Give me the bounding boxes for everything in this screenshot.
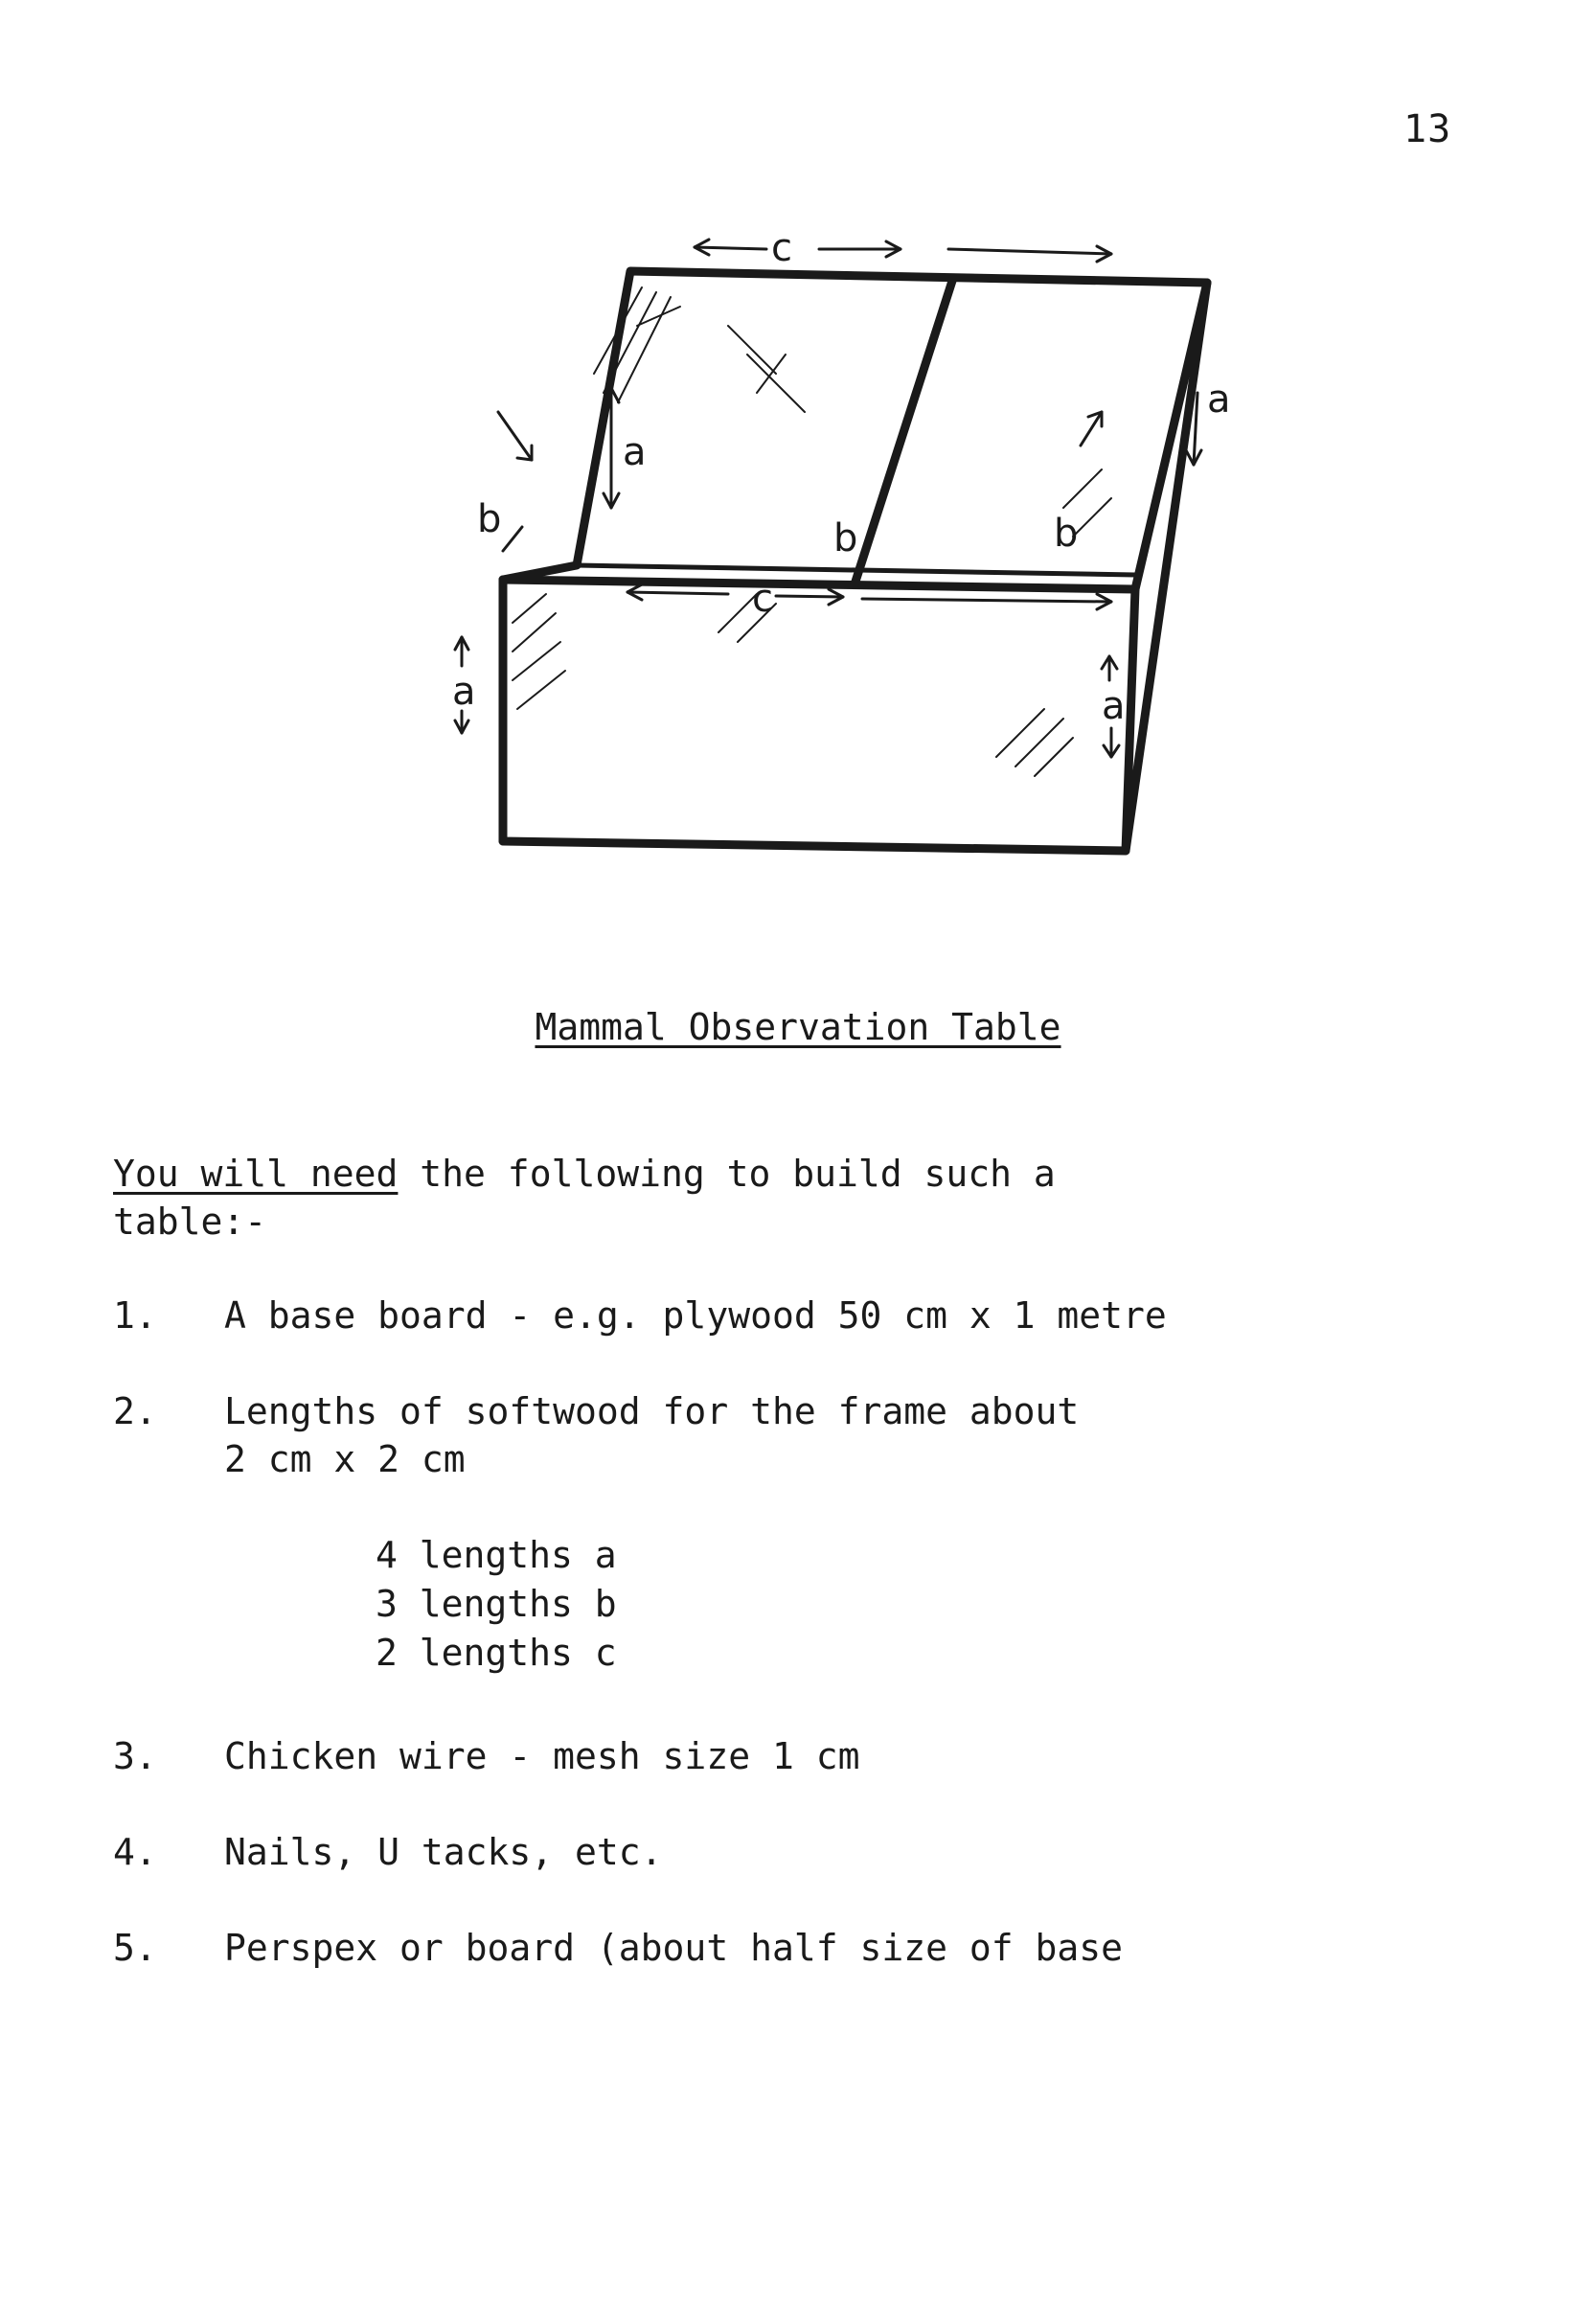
list-text: A base board - e.g. plywood 50 cm x 1 metre: [224, 1294, 1167, 1337]
label-b-left: b: [477, 497, 502, 541]
label-c-top: c: [771, 226, 792, 270]
box-drawing: [441, 220, 1231, 872]
list-text: Nails, U tacks, etc.: [224, 1831, 663, 1873]
list-number: 3.: [113, 1735, 157, 1777]
list-number: 5.: [113, 1927, 157, 1969]
intro-rest: the following to build such a table:-: [113, 1153, 1056, 1243]
figure-caption-text: Mammal Observation Table: [535, 1006, 1061, 1048]
intro-underlined: You will need: [113, 1153, 399, 1195]
label-a-right-front: a: [1102, 684, 1126, 728]
length-item: 3 lengths b: [376, 1583, 617, 1625]
lengths-list: [376, 1531, 617, 1678]
list-number: 2.: [113, 1390, 157, 1432]
list-number: 1.: [113, 1294, 157, 1337]
glass-hatching: [513, 287, 1111, 776]
label-b-right: b: [1054, 512, 1079, 556]
box-outline: [503, 271, 1207, 851]
intro-paragraph: [113, 1150, 1473, 1246]
left-inner-edge: [577, 271, 630, 565]
label-c-front: c: [752, 577, 773, 621]
list-text: Lengths of softwood for the frame about 2 cm x 2 cm: [224, 1390, 1080, 1480]
length-item: 4 lengths a: [376, 1534, 617, 1576]
label-a-right-back: a: [1207, 377, 1231, 422]
front-top-edge: [503, 580, 1135, 589]
label-b-middle: b: [833, 516, 858, 560]
mammal-table-diagram: [441, 220, 1231, 872]
list-number: 4.: [113, 1831, 157, 1873]
label-a-left-inner: a: [623, 430, 647, 474]
list-text: Chicken wire - mesh size 1 cm: [224, 1735, 860, 1777]
list-text: Perspex or board (about half size of base: [224, 1927, 1123, 1969]
dimension-arrows: [455, 240, 1201, 757]
label-a-left-front: a: [452, 670, 476, 714]
length-item: 2 lengths c: [376, 1632, 617, 1674]
page-number: 13: [1403, 107, 1452, 151]
top-divider: [855, 278, 953, 584]
figure-caption: [0, 1006, 1596, 1048]
